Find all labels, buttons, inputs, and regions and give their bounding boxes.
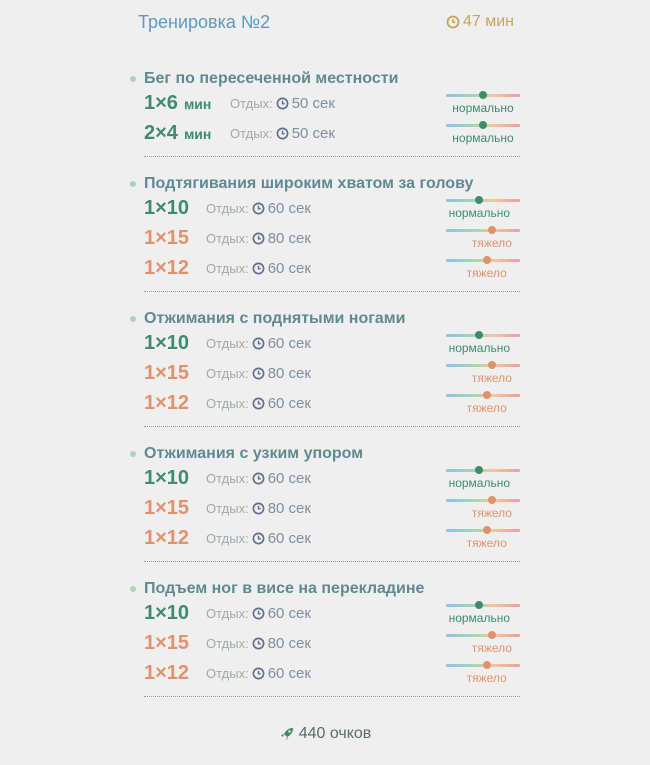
- bullet-dot: [130, 181, 136, 187]
- divider: [144, 156, 520, 157]
- rest-info: [206, 395, 311, 412]
- set-unit: мин: [183, 96, 212, 112]
- difficulty-label: тяжело: [466, 671, 507, 685]
- rest-info: [230, 95, 335, 112]
- rest-label: Отдых:: [206, 531, 249, 546]
- rest-value: 50 сек: [291, 125, 335, 142]
- clock-icon: [252, 667, 265, 680]
- rest-label: Отдых:: [206, 261, 249, 276]
- clock-icon: [252, 607, 265, 620]
- set-unit: мин: [183, 126, 212, 142]
- clock-icon: [276, 97, 289, 110]
- set-value: [144, 197, 189, 220]
- difficulty-meter: [446, 227, 522, 255]
- difficulty-label: нормально: [452, 101, 514, 115]
- difficulty-meter: [446, 392, 522, 420]
- clock-icon: [252, 202, 265, 215]
- rest-label: Отдых:: [206, 501, 249, 516]
- set-row: [144, 392, 524, 422]
- difficulty-meter: [446, 122, 522, 150]
- set-count: 1×15: [144, 632, 190, 654]
- rest-label: Отдых:: [230, 126, 273, 141]
- clock-icon: [252, 532, 265, 545]
- set-value: [144, 392, 189, 415]
- set-value: [144, 227, 189, 250]
- set-row: [144, 257, 524, 287]
- set-row: [144, 467, 524, 497]
- rest-value: 60 сек: [267, 200, 311, 217]
- rest-value: 80 сек: [267, 230, 311, 247]
- difficulty-meter: [446, 197, 522, 225]
- set-value: [144, 257, 189, 280]
- duration-value: 47 мин: [463, 13, 515, 30]
- workout-title: Тренировка №2: [138, 12, 271, 32]
- set-count: 1×15: [144, 227, 190, 249]
- bullet-dot: [130, 586, 136, 592]
- points-value: 440 очков: [298, 725, 372, 742]
- set-count: 1×6: [144, 92, 178, 114]
- difficulty-knob: [475, 601, 483, 609]
- bullet-dot: [130, 316, 136, 322]
- difficulty-label: тяжело: [466, 401, 507, 415]
- set-count: 1×12: [144, 662, 190, 684]
- rocket-icon: [279, 726, 295, 742]
- rest-value: 60 сек: [267, 665, 311, 682]
- set-value: [144, 362, 189, 385]
- difficulty-label: тяжело: [466, 536, 507, 550]
- rest-value: 60 сек: [267, 470, 311, 487]
- difficulty-bar: [446, 499, 520, 502]
- difficulty-meter: [446, 632, 522, 660]
- rest-label: Отдых:: [206, 366, 249, 381]
- clock-icon: [252, 397, 265, 410]
- difficulty-meter: [446, 92, 522, 120]
- difficulty-meter: [446, 467, 522, 495]
- points-footer: [0, 725, 650, 743]
- difficulty-label: нормально: [448, 476, 511, 490]
- exercise-title: [130, 175, 473, 193]
- difficulty-label: нормально: [448, 206, 511, 220]
- difficulty-knob: [488, 226, 496, 234]
- set-row: [144, 227, 524, 257]
- rest-value: 60 сек: [267, 530, 311, 547]
- set-count: 1×10: [144, 332, 190, 354]
- set-row: [144, 122, 524, 152]
- rest-info: [206, 530, 311, 547]
- divider: [144, 561, 520, 562]
- rest-value: 80 сек: [267, 500, 311, 517]
- rest-label: Отдых:: [206, 471, 249, 486]
- difficulty-bar: [446, 364, 520, 367]
- rest-label: Отдых:: [206, 636, 249, 651]
- difficulty-label: нормально: [448, 611, 511, 625]
- rest-info: [206, 665, 311, 682]
- rest-label: Отдых:: [206, 201, 249, 216]
- set-value: [144, 602, 189, 625]
- rest-label: Отдых:: [206, 666, 249, 681]
- rest-value: 60 сек: [267, 605, 311, 622]
- clock-icon: [446, 15, 460, 29]
- set-value: [144, 662, 189, 685]
- clock-icon: [252, 502, 265, 515]
- set-count: 1×10: [144, 467, 190, 489]
- divider: [144, 696, 520, 697]
- clock-icon: [252, 637, 265, 650]
- set-value: [144, 632, 189, 655]
- clock-icon: [252, 472, 265, 485]
- clock-icon: [252, 262, 265, 275]
- difficulty-knob: [475, 196, 483, 204]
- set-value: [144, 527, 189, 550]
- rest-value: 80 сек: [267, 365, 311, 382]
- exercise-name: Подъем ног в висе на перекладине: [144, 580, 425, 597]
- exercise-title: [130, 310, 405, 328]
- rest-info: [206, 335, 311, 352]
- set-value: [144, 122, 211, 145]
- rest-value: 60 сек: [267, 260, 311, 277]
- rest-info: [206, 260, 311, 277]
- rest-label: Отдых:: [206, 396, 249, 411]
- rest-info: [206, 605, 311, 622]
- difficulty-meter: [446, 497, 522, 525]
- rest-label: Отдых:: [206, 231, 249, 246]
- set-row: [144, 362, 524, 392]
- set-row: [144, 497, 524, 527]
- set-value: [144, 332, 189, 355]
- difficulty-meter: [446, 527, 522, 555]
- set-row: [144, 332, 524, 362]
- difficulty-knob: [483, 256, 491, 264]
- workout-duration: [446, 13, 514, 31]
- set-value: [144, 92, 211, 115]
- set-count: 1×12: [144, 392, 190, 414]
- clock-icon: [252, 337, 265, 350]
- rest-value: 80 сек: [267, 635, 311, 652]
- workout-header: [0, 0, 650, 44]
- difficulty-knob: [488, 631, 496, 639]
- exercise-name: Отжимания с узким упором: [144, 445, 364, 462]
- rest-info: [206, 200, 311, 217]
- clock-icon: [276, 127, 289, 140]
- difficulty-meter: [446, 602, 522, 630]
- difficulty-label: тяжело: [471, 506, 512, 520]
- difficulty-knob: [475, 466, 483, 474]
- rest-value: 60 сек: [267, 395, 311, 412]
- set-count: 1×12: [144, 257, 190, 279]
- difficulty-knob: [479, 91, 487, 99]
- difficulty-meter: [446, 662, 522, 690]
- set-value: [144, 467, 189, 490]
- set-value: [144, 497, 189, 520]
- exercise-name: Бег по пересеченной местности: [144, 70, 399, 87]
- set-row: [144, 197, 524, 227]
- difficulty-knob: [475, 331, 483, 339]
- bullet-dot: [130, 451, 136, 457]
- rest-info: [206, 470, 311, 487]
- rest-label: Отдых:: [206, 606, 249, 621]
- divider: [144, 426, 520, 427]
- difficulty-meter: [446, 257, 522, 285]
- rest-info: [206, 635, 311, 652]
- clock-icon: [252, 367, 265, 380]
- rest-label: Отдых:: [230, 96, 273, 111]
- rest-info: [230, 125, 335, 142]
- exercise-title: [130, 580, 424, 598]
- difficulty-label: тяжело: [471, 371, 512, 385]
- difficulty-knob: [483, 391, 491, 399]
- exercise-name: Подтягивания широким хватом за голову: [144, 175, 474, 192]
- set-count: 1×15: [144, 362, 190, 384]
- set-count: 1×12: [144, 527, 190, 549]
- set-count: 1×15: [144, 497, 190, 519]
- difficulty-meter: [446, 362, 522, 390]
- bullet-dot: [130, 76, 136, 82]
- difficulty-knob: [488, 361, 496, 369]
- difficulty-label: тяжело: [466, 266, 507, 280]
- divider: [144, 291, 520, 292]
- difficulty-knob: [483, 661, 491, 669]
- difficulty-label: нормально: [452, 131, 514, 145]
- rest-info: [206, 230, 311, 247]
- difficulty-bar: [446, 634, 520, 637]
- difficulty-label: нормально: [448, 341, 511, 355]
- difficulty-knob: [488, 496, 496, 504]
- set-row: [144, 602, 524, 632]
- difficulty-label: тяжело: [471, 236, 512, 250]
- set-row: [144, 632, 524, 662]
- set-row: [144, 92, 524, 122]
- rest-label: Отдых:: [206, 336, 249, 351]
- set-row: [144, 527, 524, 557]
- exercise-name: Отжимания с поднятыми ногами: [144, 310, 406, 327]
- set-count: 1×10: [144, 197, 190, 219]
- difficulty-meter: [446, 332, 522, 360]
- set-count: 1×10: [144, 602, 190, 624]
- difficulty-knob: [483, 526, 491, 534]
- difficulty-bar: [446, 229, 520, 232]
- set-row: [144, 662, 524, 692]
- difficulty-label: тяжело: [471, 641, 512, 655]
- exercise-title: [130, 70, 398, 88]
- set-count: 2×4: [144, 122, 178, 144]
- rest-info: [206, 365, 311, 382]
- rest-value: 50 сек: [291, 95, 335, 112]
- difficulty-knob: [479, 121, 487, 129]
- rest-info: [206, 500, 311, 517]
- clock-icon: [252, 232, 265, 245]
- exercise-title: [130, 445, 363, 463]
- rest-value: 60 сек: [267, 335, 311, 352]
